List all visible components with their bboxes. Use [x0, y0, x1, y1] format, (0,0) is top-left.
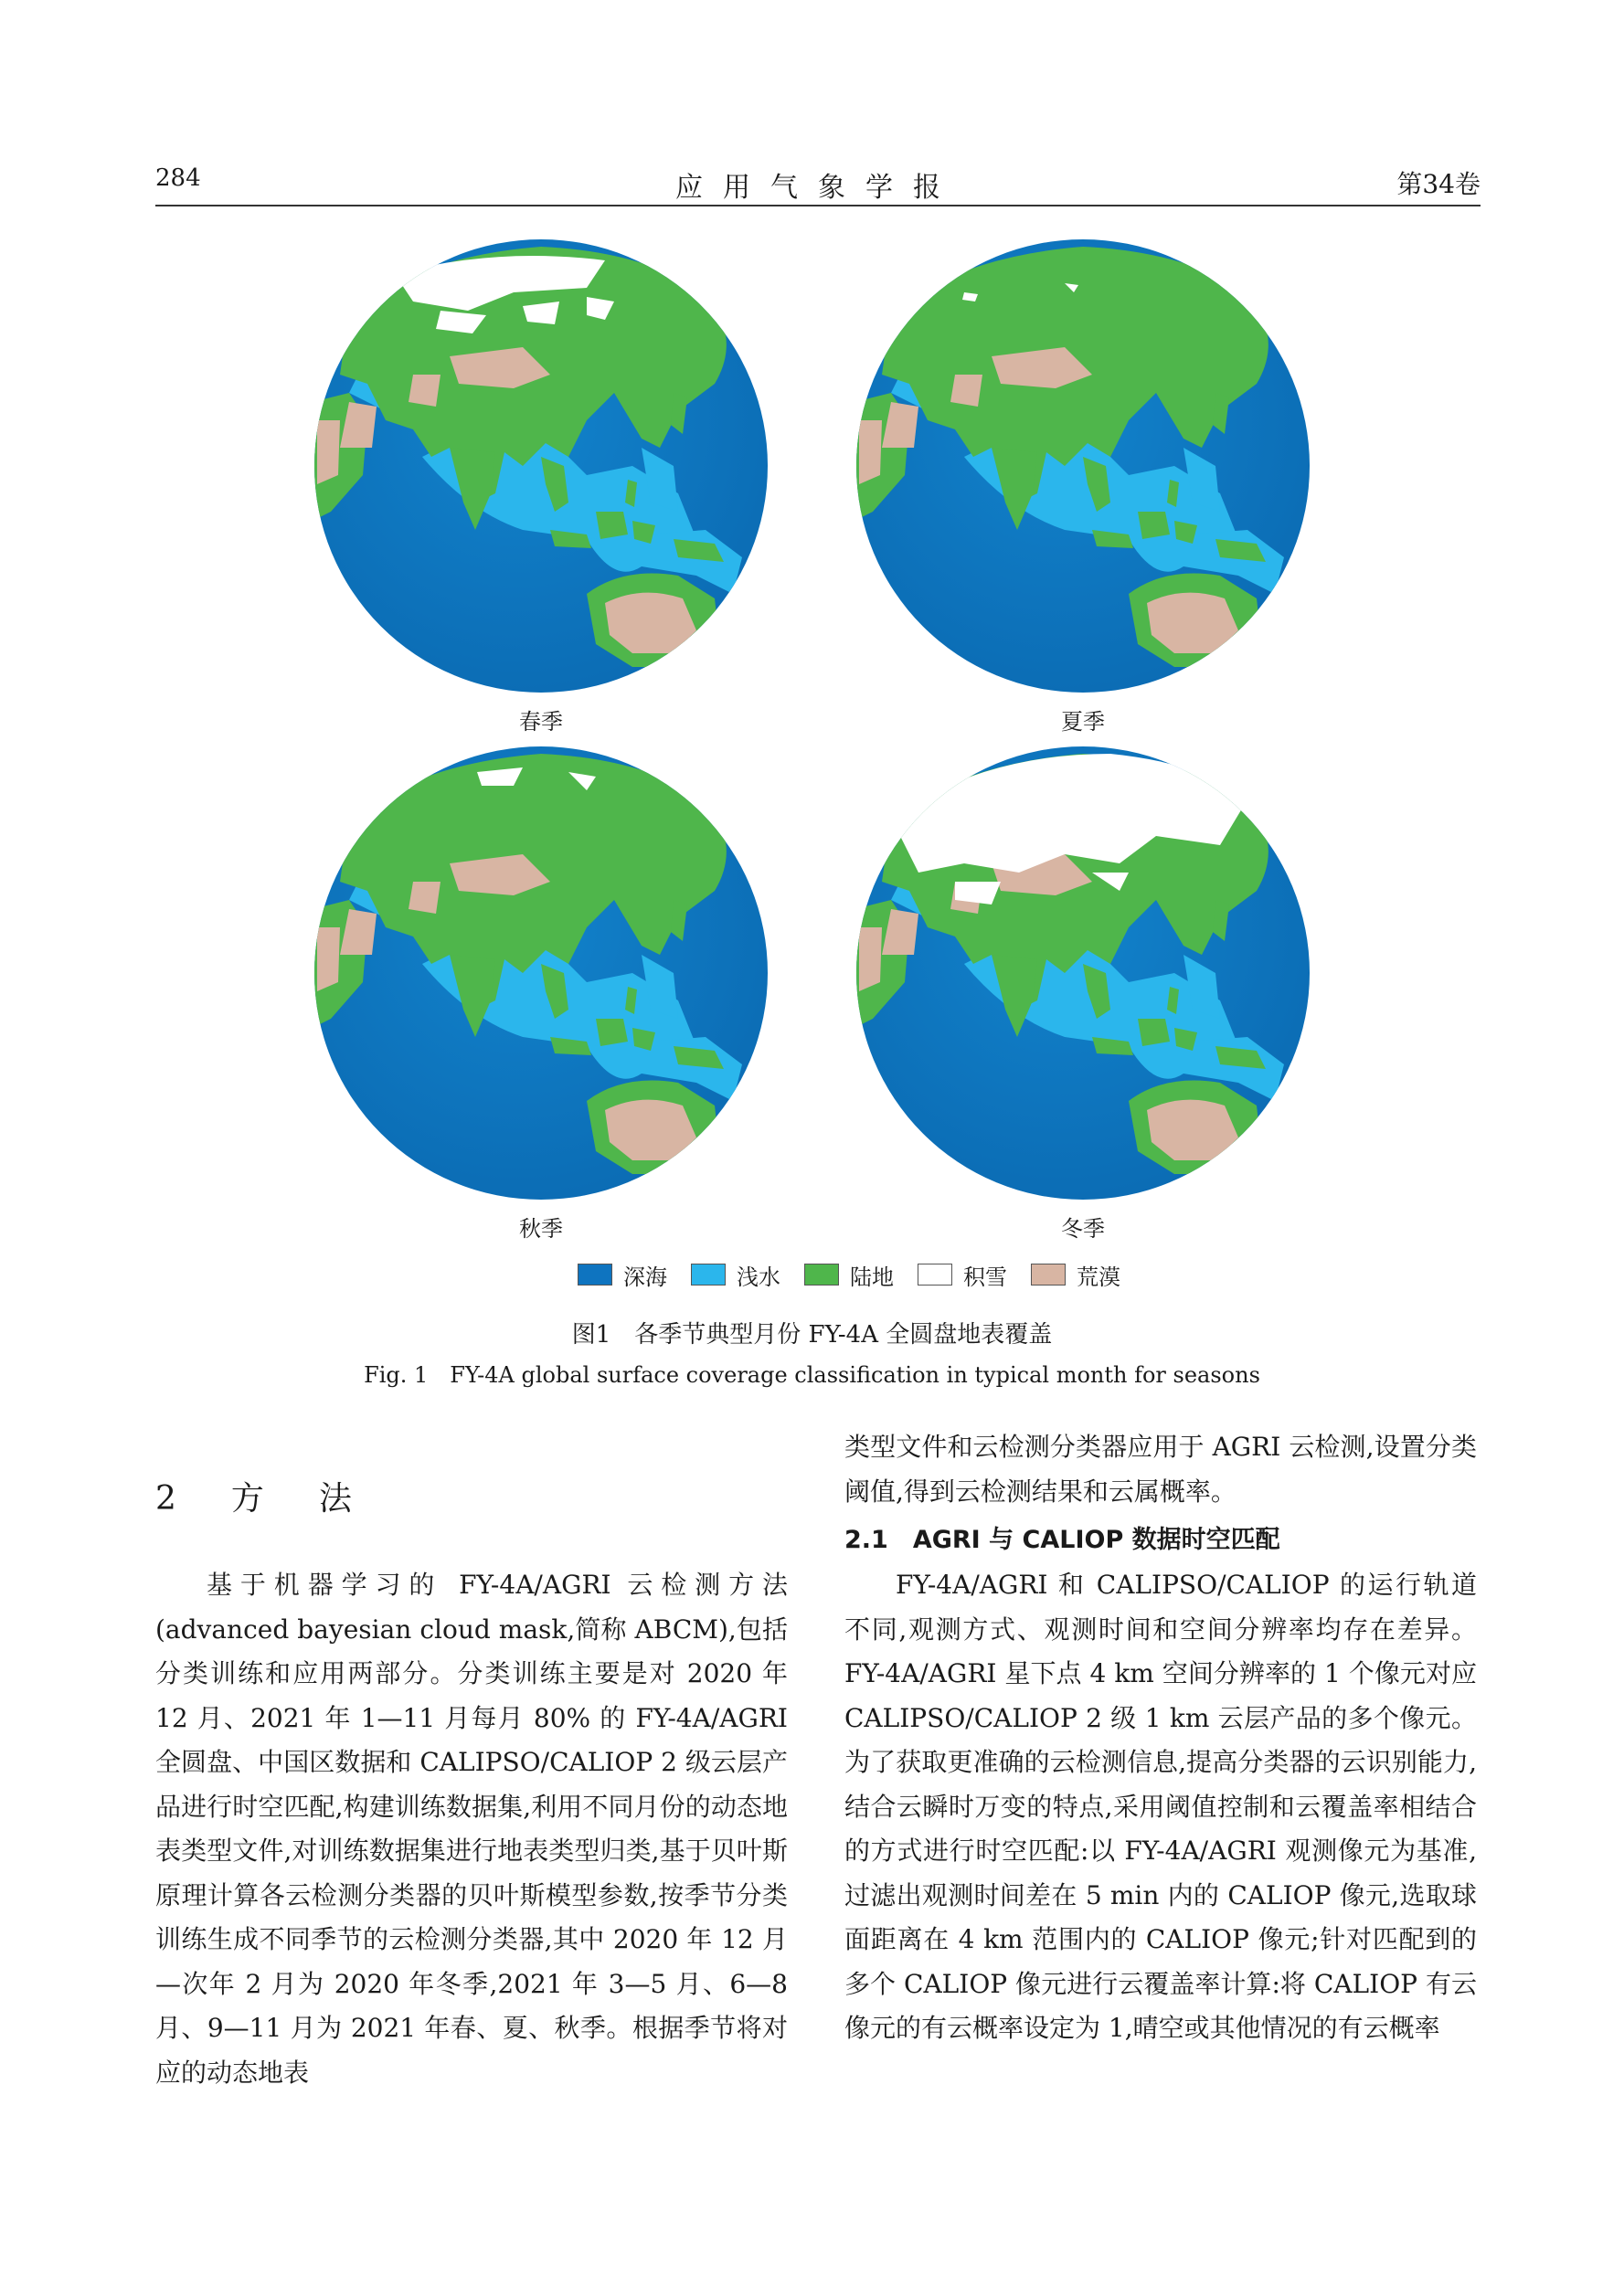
journal-title: 应用气象学报 [675, 172, 961, 204]
legend-swatch [1031, 1264, 1066, 1286]
legend-label: 荒漠 [1077, 1264, 1120, 1290]
legend-label: 积雪 [963, 1264, 1007, 1290]
legend-swatch [918, 1264, 952, 1286]
globe-autumn [313, 745, 770, 1201]
volume-label: 第34卷 [1396, 169, 1481, 199]
legend-item-snow [918, 1259, 1007, 1291]
body-paragraph-continuation: 类型文件和云检测分类器应用于 AGRI 云检测,设置分类阈值,得到云检测结果和云属概率。 [844, 1432, 1477, 1507]
panel-label-autumn: 秋季 [519, 1216, 563, 1242]
legend-swatch [804, 1264, 839, 1286]
body-paragraph: FY-4A/AGRI 和 CALIPSO/CALIOP 的运行轨道不同,观测方式、观测时间和空间分辨率均存在差异。FY-4A/AGRI 星下点 4 km 空间分辨率的 1 个像元对应 CALIPSO/CALIOP 2 级 1 km 云层产品的多个像元。为了获取更准确的云检测信息,提高分类器的云识别能力,结合云瞬时万变的特点,采用阈值控制和云覆盖率相结合的方式进行时空匹配:以 FY-4A/AGRI 观测像元为基准,过滤出观测时间差在 5 min 内的 CALIOP 像元,选取球面距离在 4 km 范围内的 CALIOP 像元;针对匹配到的多个 CALIOP 像元进行云覆盖率计算:将 CALIOP 有云像元的有云概率设定为 1,晴空或其他情况的有云概率 [844, 1570, 1477, 2043]
legend-item-land [804, 1259, 894, 1291]
globe-summer [854, 238, 1311, 694]
panel-label-summer: 夏季 [1061, 709, 1105, 735]
running-header [155, 164, 1481, 208]
panel-label-spring: 春季 [519, 709, 563, 735]
right-column-top [844, 1425, 1477, 1514]
legend-swatch [691, 1264, 726, 1286]
legend-item-deep-sea [578, 1259, 667, 1291]
legend-swatch [578, 1264, 612, 1286]
figure-caption-chinese: 图1 各季节典型月份 FY-4A 全圆盘地表覆盖 [571, 1321, 1053, 1349]
globe-spring [313, 238, 770, 694]
legend-item-shallow-water [691, 1259, 780, 1291]
legend-label: 陆地 [850, 1264, 894, 1290]
panel-label-winter: 冬季 [1061, 1216, 1105, 1242]
left-column [155, 1563, 788, 2095]
figure-legend [578, 1259, 1144, 1290]
right-column-bottom [844, 1563, 1477, 2051]
body-paragraph: 基于机器学习的 FY-4A/AGRI 云检测方法(advanced bayesian cloud mask,简称 ABCM),包括分类训练和应用两部分。分类训练主要是对 2020 年 12 月、2021 年 1—11 月每月 80% 的 FY-4A/AGRI 全圆盘、中国区数据和 CALIPSO/CALIOP 2 级云层产品进行时空匹配,构建训练数据集,利用不同月份的动态地表类型文件,对训练数据集进行地表类型归类,基于贝叶斯原理计算各云检测分类器的贝叶斯模型参数,按季节分类训练生成不同季节的云检测分类器,其中 2020 年 12 月—次年 2 月为 2020 年冬季,2021 年 3—5 月、6—8 月、9—11 月为 2021 年春、夏、秋季。根据季节将对应的动态地表 [155, 1570, 788, 2088]
page-number: 284 [155, 164, 201, 192]
figure-caption-english: Fig. 1 FY-4A global surface coverage classification in typical month for seasons [364, 1362, 1260, 1388]
globe-winter [854, 745, 1311, 1201]
legend-label: 深海 [623, 1264, 667, 1290]
header-rule [155, 205, 1481, 206]
legend-item-desert [1031, 1259, 1120, 1291]
legend-label: 浅水 [737, 1264, 780, 1290]
subsection-title: 2.1 AGRI 与 CALIOP 数据时空匹配 [844, 1526, 1280, 1554]
section-title: 2 方 法 [155, 1480, 363, 1518]
